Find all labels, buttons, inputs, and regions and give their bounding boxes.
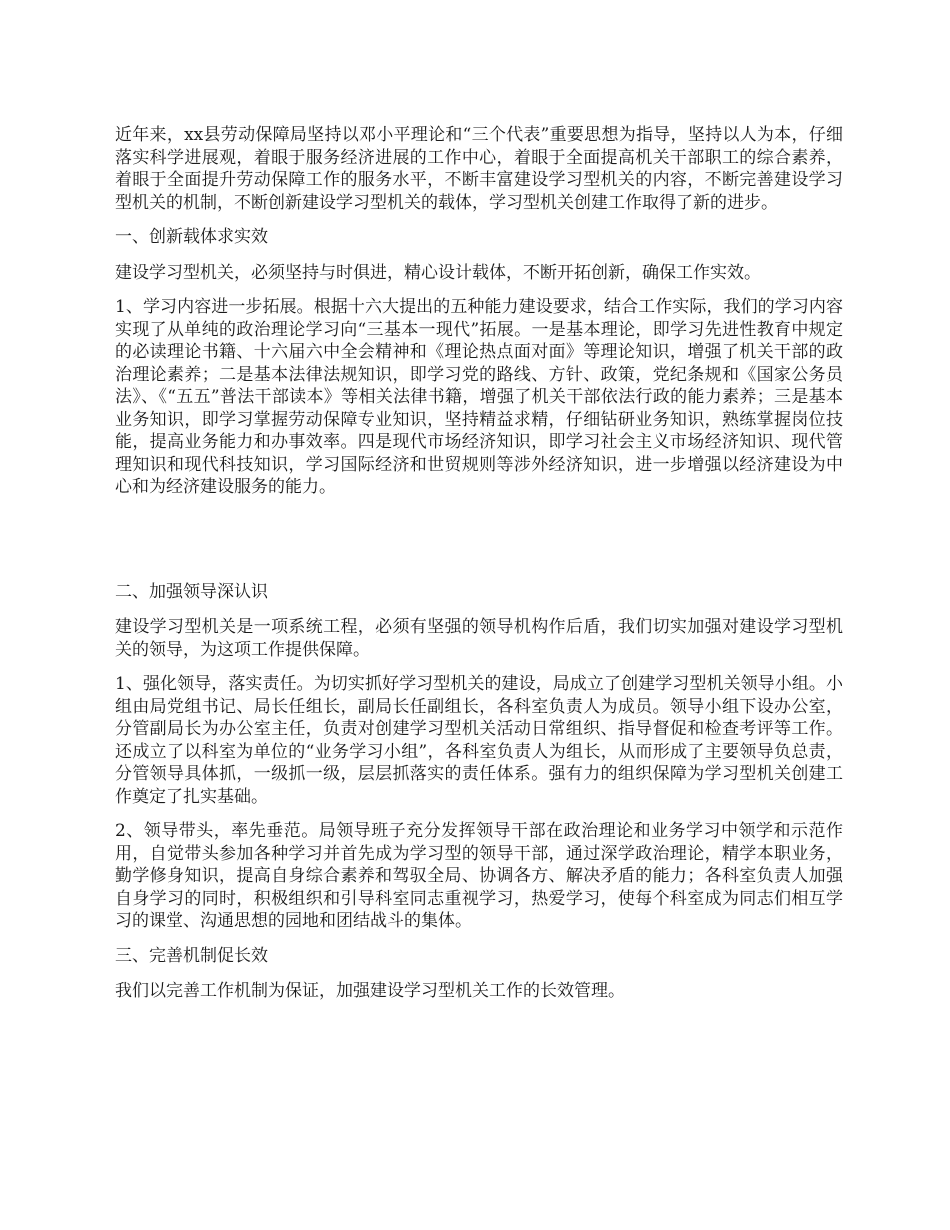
section-1-item-1: 1、学习内容进一步拓展。根据十六大提出的五种能力建设要求，结合工作实际，我们的学习内容实现了从单纯的政治理论学习向“三基本一现代”拓展。一是基本理论，即学习先进性教育中规定的必读理论书籍、十六届六中全会精神和《理论热点面对面》等理论知识，增强了机关干部的政治理论素养；二是基本法律法规知识，即学习党的路线、方针、政策，党纪条规和《国家公务员法》、《“五五”普法干部读本》等相关法律书籍，增强了机关干部依法行政的能力素养；三是基本业务知识，即学习掌握劳动保障专业知识，坚持精益求精，仔细钻研业务知识，熟练掌握岗位技能，提高业务能力和办事效率。四是现代市场经济知识，即学习社会主义市场经济知识、现代管理知识和现代科技知识，学习国际经济和世贸规则等涉外经济知识，进一步增强以经济建设为中心和为经济建设服务的能力。	[115, 297, 843, 497]
section-1-intro: 建设学习型机关，必须坚持与时俱进，精心设计载体，不断开拓创新，确保工作实效。	[115, 262, 761, 283]
section-3-intro: 我们以完善工作机制为保证，加强建设学习型机关工作的长效管理。	[115, 981, 625, 1001]
section-heading-1: 一、创新载体求实效	[115, 227, 268, 247]
section-2-item-2: 2、领导带头，率先垂范。局领导班子充分发挥领导干部在政治理论和业务学习中领学和示范作用，自觉带头参加各种学习并首先成为学习型的领导干部，通过深学政治理论，精学本职业务，勤学修身知识，提高自身综合素养和驾驭全局、协调各方、解决矛盾的能力；各科室负责人加强自身学习的同时，积极组织和引导科室同志重视学习，热爱学习，使每个科室成为同志们相互学习的课堂、沟通思想的园地和团结战斗的集体。	[115, 821, 843, 931]
intro-paragraph: 近年来，xx县劳动保障局坚持以邓小平理论和“三个代表”重要思想为指导，坚持以人为本，仔细落实科学进展观，着眼于服务经济进展的工作中心，着眼于全面提高机关干部职工的综合素养，着眼于全面提升劳动保障工作的服务水平，不断丰富建设学习型机关的内容，不断完善建设学习型机关的机制，不断创新建设学习型机关的载体，学习型机关创建工作取得了新的进步。	[115, 125, 843, 213]
blank-space	[115, 511, 843, 581]
section-heading-3: 三、完善机制促长效	[115, 945, 268, 966]
section-2-item-1: 1、强化领导，落实责任。为切实抓好学习型机关的建设，局成立了创建学习型机关领导小组。小组由局党组书记、局长任组长，副局长任副组长，各科室负责人为成员。领导小组下设办公室，分管副局长为办公室主任，负责对创建学习型机关活动日常组织、指导督促和检查考评等工作。还成立了以科室为单位的“业务学习小组”，各科室负责人为组长，从而形成了主要领导负总责，分管领导具体抓，一级抓一级，层层抓落实的责任体系。强有力的组织保障为学习型机关创建工作奠定了扎实基础。	[115, 674, 843, 807]
section-2-intro: 建设学习型机关是一项系统工程，必须有坚强的领导机构作后盾，我们切实加强对建设学习型机关的领导，为这项工作提供保障。	[115, 617, 843, 660]
document-body	[115, 124, 843, 1015]
section-heading-2: 二、加强领导深认识	[115, 581, 268, 602]
